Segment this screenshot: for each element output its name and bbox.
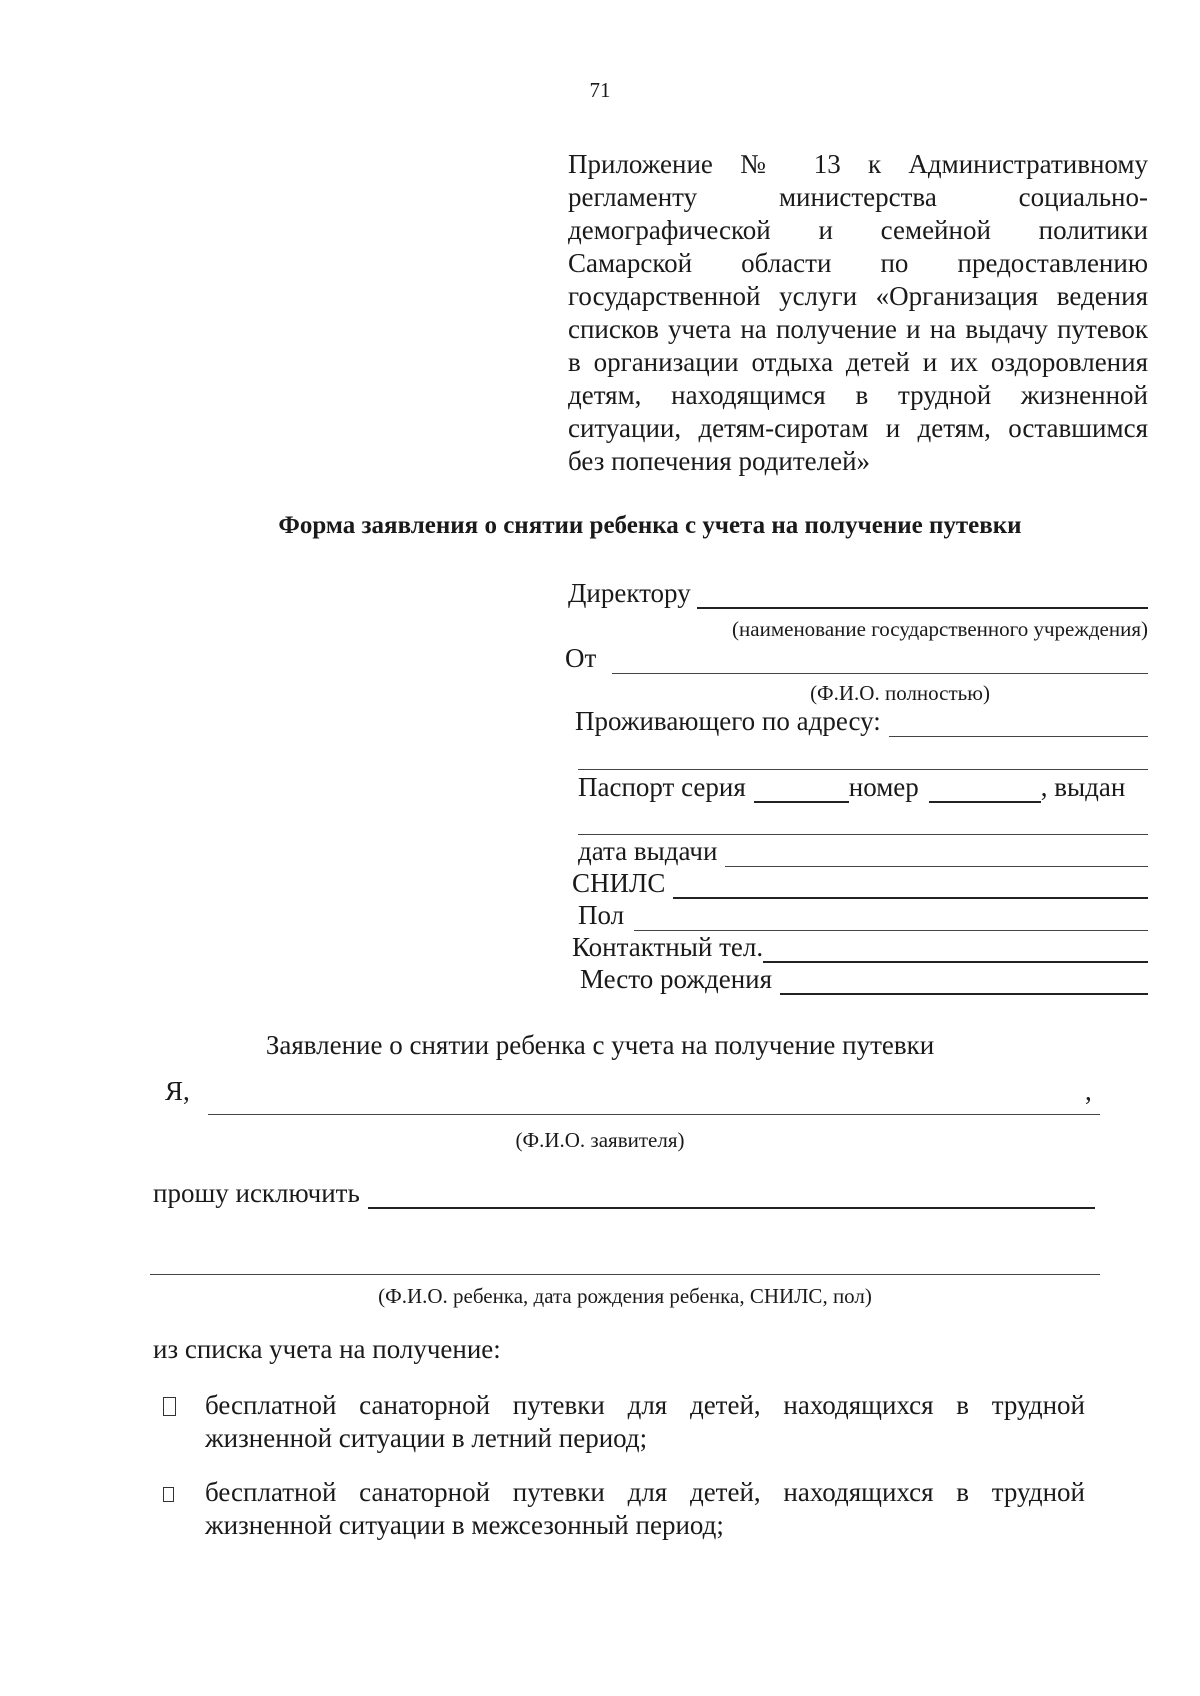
i-label: Я, <box>165 1076 190 1106</box>
exclude-row <box>153 1178 1095 1209</box>
snils-label: СНИЛС <box>572 868 666 898</box>
address-row <box>575 706 1148 737</box>
address-field[interactable] <box>889 712 1148 737</box>
passport-issued-field[interactable] <box>578 810 1148 835</box>
from-label: От <box>565 643 597 673</box>
sex-label: Пол <box>578 900 625 930</box>
summer-option-text: бесплатной санаторной путевки для детей, находящихся в трудной жизненной ситуации в летний период; <box>205 1390 1085 1453</box>
exclude-child-field[interactable] <box>368 1183 1095 1209</box>
summer-option-checkbox[interactable] <box>163 1397 176 1416</box>
offseason-option-checkbox[interactable] <box>163 1487 174 1502</box>
statement-title: Заявление о снятии ребенка с учета на получение путевки <box>265 1030 935 1060</box>
passport-series-field[interactable] <box>754 777 849 803</box>
exclude-child-field-2[interactable] <box>150 1250 1100 1275</box>
director-row <box>568 578 1148 609</box>
sex-row <box>578 900 1148 931</box>
page-number: 71 <box>589 78 611 102</box>
issue-date-field[interactable] <box>725 842 1148 867</box>
from-field[interactable] <box>612 649 1148 674</box>
address-field-2[interactable] <box>578 745 1148 770</box>
phone-field[interactable] <box>763 937 1148 963</box>
from-caption: (Ф.И.О. полностью) <box>810 681 990 705</box>
issue-date-label: дата выдачи <box>578 836 718 866</box>
offseason-option-text: бесплатной санаторной путевки для детей, находящихся в трудной жизненной ситуации в межсезонный период; <box>205 1477 1085 1540</box>
list-label: из списка учета на получение: <box>153 1334 501 1364</box>
comma: , <box>1085 1076 1092 1106</box>
phone-row <box>572 932 1148 963</box>
passport-number-label: номер <box>848 772 919 802</box>
director-caption: (наименование государственного учреждения) <box>732 617 1148 641</box>
snils-field[interactable] <box>673 873 1148 899</box>
form-title: Форма заявления о снятии ребенка с учета на получение путевки <box>278 512 1022 539</box>
director-label: Директору <box>568 578 691 608</box>
birthplace-field[interactable] <box>780 969 1148 995</box>
birthplace-row <box>580 964 1148 995</box>
phone-label: Контактный тел. <box>572 932 764 962</box>
applicant-name-field[interactable] <box>208 1090 1100 1115</box>
sex-field[interactable] <box>634 906 1148 931</box>
issue-date-row <box>578 836 1148 867</box>
child-caption: (Ф.И.О. ребенка, дата рождения ребенка, СНИЛС, пол) <box>378 1284 872 1308</box>
passport-row <box>578 772 1148 803</box>
exclude-label: прошу исключить <box>153 1178 360 1208</box>
applicant-caption: (Ф.И.О. заявителя) <box>515 1128 685 1152</box>
appendix-header: Приложение № 13 к Административному регламенту министерства социально-демографической и семейной политики Самарской области по предоставлению государственной услуги «Организация ведения списков учета на получение и на выдачу путевок в организации отдыха детей и их оздоровления детям, находящимся в трудной жизненной ситуации, детям-сиротам и детям, оставшимся без попечения родителей» <box>568 149 1148 476</box>
director-field[interactable] <box>697 583 1148 609</box>
passport-issued-label: , выдан <box>1040 772 1126 802</box>
passport-number-field[interactable] <box>929 777 1041 803</box>
passport-series-label: Паспорт серия <box>578 772 746 802</box>
birthplace-label: Место рождения <box>580 964 773 994</box>
snils-row <box>572 868 1148 899</box>
from-row <box>565 643 1148 674</box>
address-label: Проживающего по адресу: <box>575 706 881 736</box>
